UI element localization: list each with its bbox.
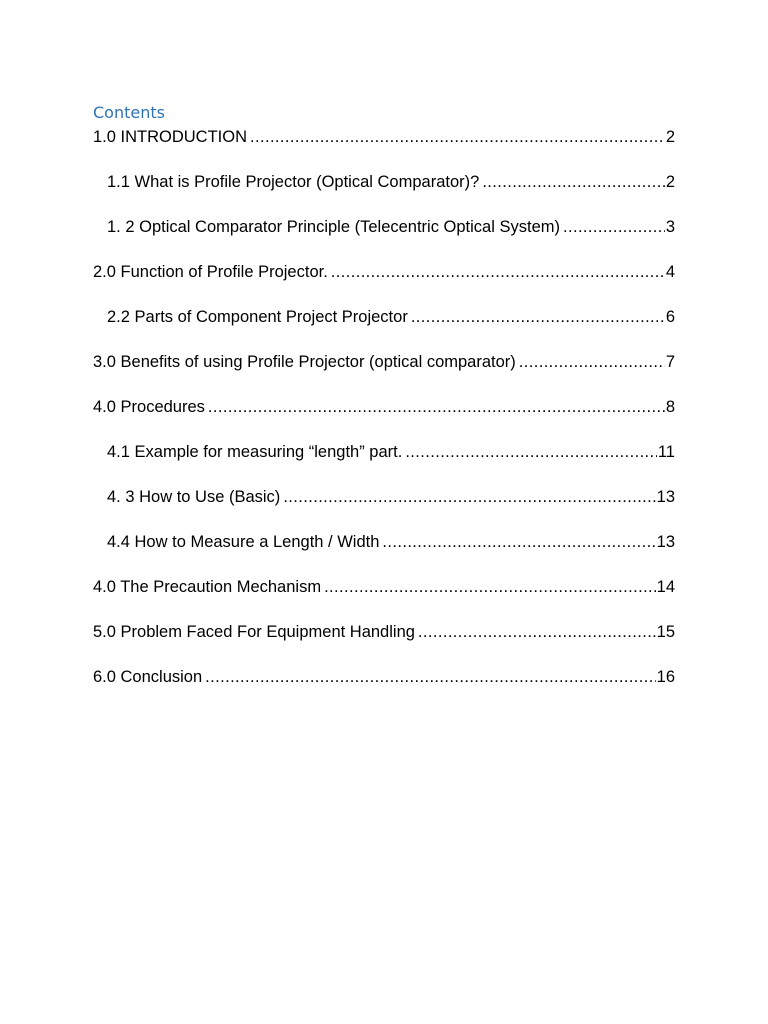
toc-entry-title: 2.2 Parts of Component Project Projector — [107, 308, 408, 326]
toc-entry-page: 13 — [656, 488, 675, 506]
toc-dot-leader — [324, 576, 656, 598]
toc-dot-leader — [205, 666, 655, 688]
toc-entry-optical-comparator-principle[interactable] — [93, 216, 675, 238]
toc-entry-title: 5.0 Problem Faced For Equipment Handling — [93, 623, 415, 641]
toc-entry-page: 16 — [656, 668, 675, 686]
toc-entry-introduction[interactable] — [93, 126, 675, 148]
toc-entry-title: 6.0 Conclusion — [93, 668, 203, 686]
toc-entry-title: 3.0 Benefits of using Profile Projector (optical comparator) — [93, 353, 516, 371]
toc-list — [93, 126, 675, 688]
toc-entry-precaution-mechanism[interactable] — [93, 576, 675, 598]
toc-entry-page: 8 — [665, 398, 675, 416]
toc-dot-leader — [405, 441, 657, 463]
toc-dot-leader — [208, 396, 665, 418]
toc-dot-leader — [563, 216, 665, 238]
toc-entry-title: 2.0 Function of Profile Projector. — [93, 263, 328, 281]
toc-entry-page: 15 — [656, 623, 675, 641]
toc-heading: Contents — [93, 103, 165, 122]
toc-entry-page: 2 — [665, 128, 675, 146]
toc-entry-page: 4 — [665, 263, 675, 281]
toc-entry-title: 1. 2 Optical Comparator Principle (Telecentric Optical System) — [107, 218, 560, 236]
toc-dot-leader — [331, 261, 665, 283]
toc-entry-how-to-use[interactable] — [93, 486, 675, 508]
toc-dot-leader — [519, 351, 665, 373]
toc-dot-leader — [418, 621, 656, 643]
toc-entry-title: 4.0 The Precaution Mechanism — [93, 578, 322, 596]
toc-entry-title: 4. 3 How to Use (Basic) — [107, 488, 281, 506]
toc-dot-leader — [250, 126, 665, 148]
toc-entry-title: 4.0 Procedures — [93, 398, 205, 416]
toc-entry-parts-of-component[interactable] — [93, 306, 675, 328]
toc-entry-conclusion[interactable] — [93, 666, 675, 688]
toc-entry-page: 6 — [665, 308, 675, 326]
toc-entry-how-to-measure[interactable] — [93, 531, 675, 553]
toc-entry-page: 11 — [657, 443, 675, 461]
toc-entry-problem-faced[interactable] — [93, 621, 675, 643]
toc-dot-leader — [482, 171, 665, 193]
toc-entry-benefits[interactable] — [93, 351, 675, 373]
toc-dot-leader — [411, 306, 665, 328]
toc-entry-page: 14 — [656, 578, 675, 596]
toc-entry-what-is-profile-projector[interactable] — [93, 171, 675, 193]
toc-dot-leader — [382, 531, 655, 553]
toc-dot-leader — [283, 486, 655, 508]
toc-entry-example-measuring-length[interactable] — [93, 441, 675, 463]
toc-entry-title: 4.4 How to Measure a Length / Width — [107, 533, 380, 551]
toc-entry-procedures[interactable] — [93, 396, 675, 418]
toc-entry-function-of-profile-projector[interactable] — [93, 261, 675, 283]
toc-entry-title: 4.1 Example for measuring “length” part. — [107, 443, 403, 461]
toc-entry-page: 2 — [665, 173, 675, 191]
toc-entry-page: 7 — [665, 353, 675, 371]
toc-entry-title: 1.0 INTRODUCTION — [93, 128, 248, 146]
toc-entry-page: 3 — [665, 218, 675, 236]
toc-entry-page: 13 — [656, 533, 675, 551]
toc-entry-title: 1.1 What is Profile Projector (Optical Comparator)? — [107, 173, 480, 191]
